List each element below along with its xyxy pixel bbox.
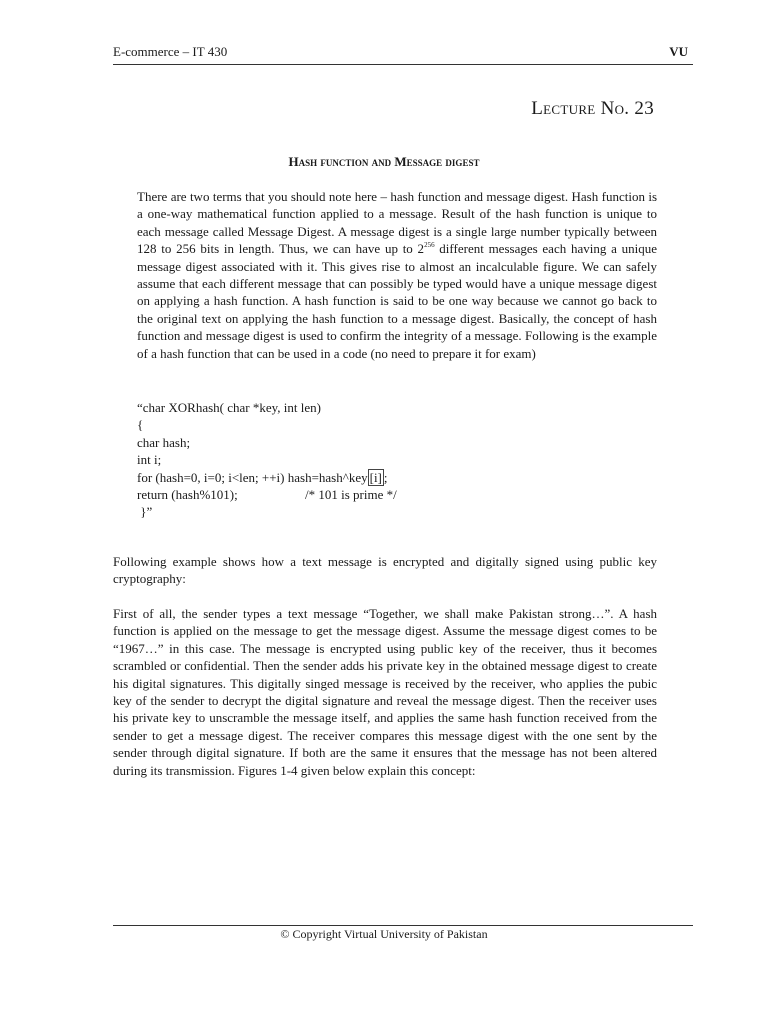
- code-line-return: [137, 486, 657, 503]
- footer-divider: [113, 925, 693, 926]
- paragraph-example-intro: Following example shows how a text message is encrypted and digitally signed using public key cryptography:: [113, 554, 657, 587]
- intro-exponent: 256: [424, 241, 435, 250]
- code-line: “char XORhash( char *key, int len): [137, 400, 321, 415]
- code-line: char hash;: [137, 434, 191, 450]
- footer-copyright: © Copyright Virtual University of Pakistan: [280, 927, 488, 941]
- header-institution: VU: [669, 44, 688, 59]
- code-block: [137, 399, 657, 521]
- intro-text-part2: different messages each having a unique message digest associated with it. This gives rise to almost an incalculable figure. We can safely assume that each different message that can possibly be typed would have a unique message digest on applying a hash function. A hash function is said to be one way because we cannot go back to the original text on applying the hash function to a message digest. Basically, the concept of hash function and message digest is used to confirm the integrity of a message. Following is the example of a hash function that can be used in a code (no need to prepare it for exam): [137, 241, 657, 361]
- section-title: Hash function and Message digest: [288, 154, 480, 169]
- code-line-loop: [137, 469, 657, 486]
- header-divider: [113, 64, 693, 65]
- intro-paragraph: [137, 188, 657, 362]
- code-line: }”: [137, 504, 153, 520]
- code-comment: /* 101 is prime */: [305, 487, 397, 503]
- intro-text-part1: There are two terms that you should note here – hash function and message digest. Hash function is a one-way mathematical function applied to a message. Result of the hash function is unique to each message called Message Digest. A message digest is a single large number typically between 128 to 256 bits in length. Thus, we can have up to 2: [137, 189, 657, 257]
- code-loop-end: ;: [383, 469, 388, 485]
- lecture-title: Lecture No. 23: [531, 98, 654, 119]
- paragraph-signing-process: First of all, the sender types a text message “Together, we shall make Pakistan strong…”. A hash function is applied on the message to get the message digest. Assume the message digest comes to be “1967…” in this case. The message is encrypted using public key of the receiver, thus it becomes scrambled or confidential. Then the sender adds his private key in the obtained message digest to create his digital signatures. This digitally singed message is received by the receiver, who applies the pubic key of the sender to decrypt the digital signature and reveal the message digest. Then the receiver uses his private key to unscramble the message itself, and applies the same hash function received from the sender to get a message digest. The receiver compares this message digest with the one sent by the sender through digital signature. If both are the same it ensures that the message has not been altered during its transmission. Figures 1-4 given below explain this concept:: [113, 606, 657, 778]
- code-line: int i;: [137, 452, 162, 468]
- header-course: E-commerce – IT 430: [113, 44, 228, 59]
- code-loop-index: [i]: [369, 469, 382, 485]
- code-loop-text: for (hash=0, i=0; i<len; ++i) hash=hash^key: [137, 469, 368, 485]
- code-return-text: return (hash%101);: [137, 487, 238, 503]
- code-line: {: [137, 417, 144, 433]
